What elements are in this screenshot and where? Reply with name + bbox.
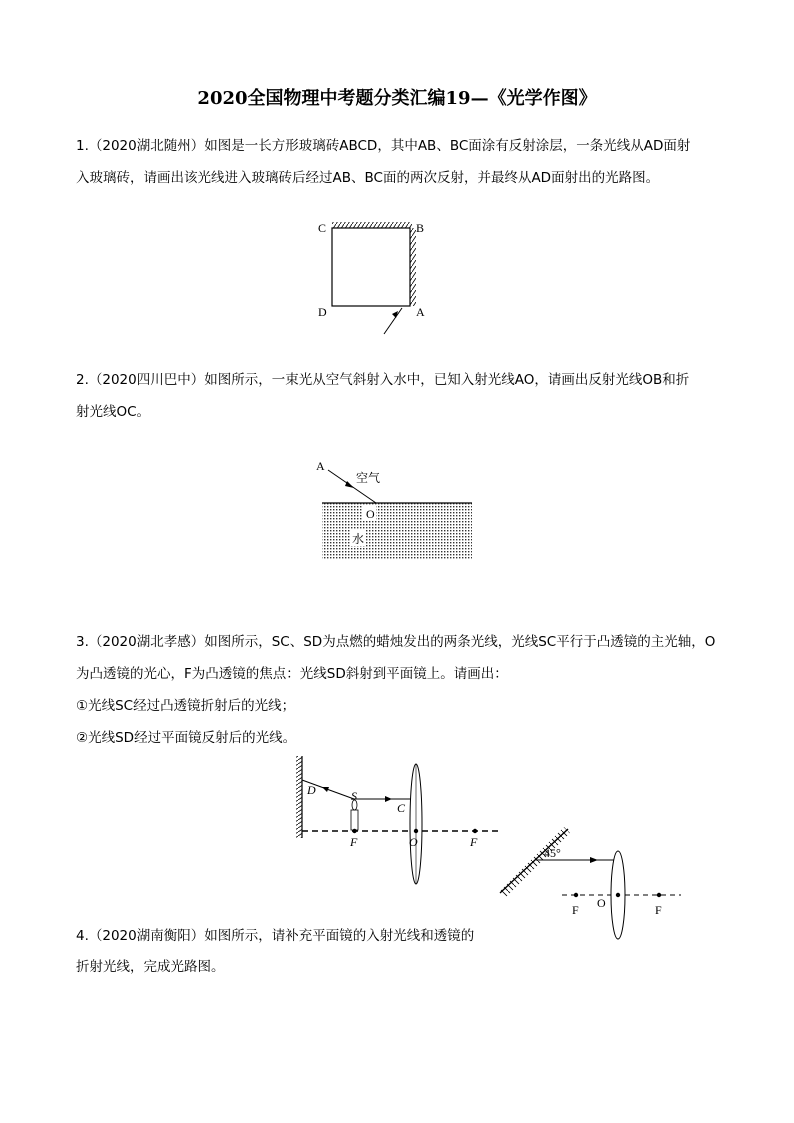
q3-label-d: D xyxy=(307,783,316,797)
q2-figure xyxy=(312,458,482,563)
q4-label-f1: F xyxy=(572,903,579,917)
q3-focus-left xyxy=(352,829,356,833)
q1-label-b: B xyxy=(416,221,425,235)
q2-label-air: 空气 xyxy=(356,471,381,485)
q2-label-a: A xyxy=(316,459,325,473)
q3-mirror-hatch xyxy=(296,756,302,838)
q2-text-line2: 射光线OC。 xyxy=(76,404,151,420)
q4-focus-right xyxy=(657,893,661,897)
q3-item1: ①光线SC经过凸透镜折射后的光线； xyxy=(76,698,296,714)
q1-label-d: D xyxy=(318,305,327,319)
q3-candle xyxy=(351,810,358,830)
page-title: 2020全国物理中考题分类汇编19—《光学作图》 xyxy=(197,88,597,109)
q3-text-line2: 为凸透镜的光心，F为凸透镜的焦点：光线SD斜射到平面镜上。请画出： xyxy=(76,666,508,682)
q2-label-water: 水 xyxy=(352,532,365,546)
q3-arrow-sd xyxy=(322,787,329,792)
q4-text-line1: 4.（2020湖南衡阳）如图所示，请补充平面镜的入射光线和透镜的 xyxy=(76,928,475,944)
q3-arrow-sc xyxy=(385,796,392,802)
q4-label-o: O xyxy=(597,896,606,910)
q4-text-line2: 折射光线，完成光路图。 xyxy=(76,959,225,975)
q4-plane-mirror xyxy=(500,829,568,893)
q3-focus-right xyxy=(473,829,477,833)
q1-incident-ray xyxy=(384,308,402,334)
q3-label-s: S xyxy=(351,789,357,803)
q1-text-line2: 入玻璃砖，请画出该光线进入玻璃砖后经过AB、BC面的两次反射，并最终从AD面射出的光路图。 xyxy=(76,170,660,186)
q1-hatch-right xyxy=(410,228,416,306)
q3-label-f2: F xyxy=(470,835,478,849)
q1-figure xyxy=(312,218,442,348)
q1-label-c: C xyxy=(318,221,327,235)
q3-item2: ②光线SD经过平面镜反射后的光线。 xyxy=(76,730,297,746)
q4-figure xyxy=(496,825,686,945)
q3-label-o: O xyxy=(409,835,418,849)
q3-optical-center xyxy=(414,829,418,833)
q3-text-line1: 3.（2020湖北孝感）如图所示，SC、SD为点燃的蜡烛发出的两条光线，光线SC平行于凸透镜的主光轴，O xyxy=(76,634,716,650)
q4-label-f2: F xyxy=(655,903,662,917)
q4-arrowhead xyxy=(590,857,598,863)
q2-text-line1: 2.（2020四川巴中）如图所示，一束光从空气斜射入水中，已知入射光线AO，请画出反射光线OB和折 xyxy=(76,372,690,388)
q4-focus-left xyxy=(574,893,578,897)
q3-label-c: C xyxy=(397,801,406,815)
q1-glass-brick xyxy=(332,228,410,306)
q3-figure xyxy=(292,752,512,892)
q1-label-a: A xyxy=(416,305,425,319)
q2-water xyxy=(322,503,472,559)
q4-optical-center xyxy=(616,893,620,897)
q1-hatch-top xyxy=(332,222,412,228)
q3-label-f1: F xyxy=(350,835,358,849)
q1-text-line1: 1.（2020湖北随州）如图是一长方形玻璃砖ABCD，其中AB、BC面涂有反射涂层，一条光线从AD面射 xyxy=(76,138,691,154)
q2-label-o: O xyxy=(366,507,375,521)
q4-label-angle: 45° xyxy=(544,846,561,860)
